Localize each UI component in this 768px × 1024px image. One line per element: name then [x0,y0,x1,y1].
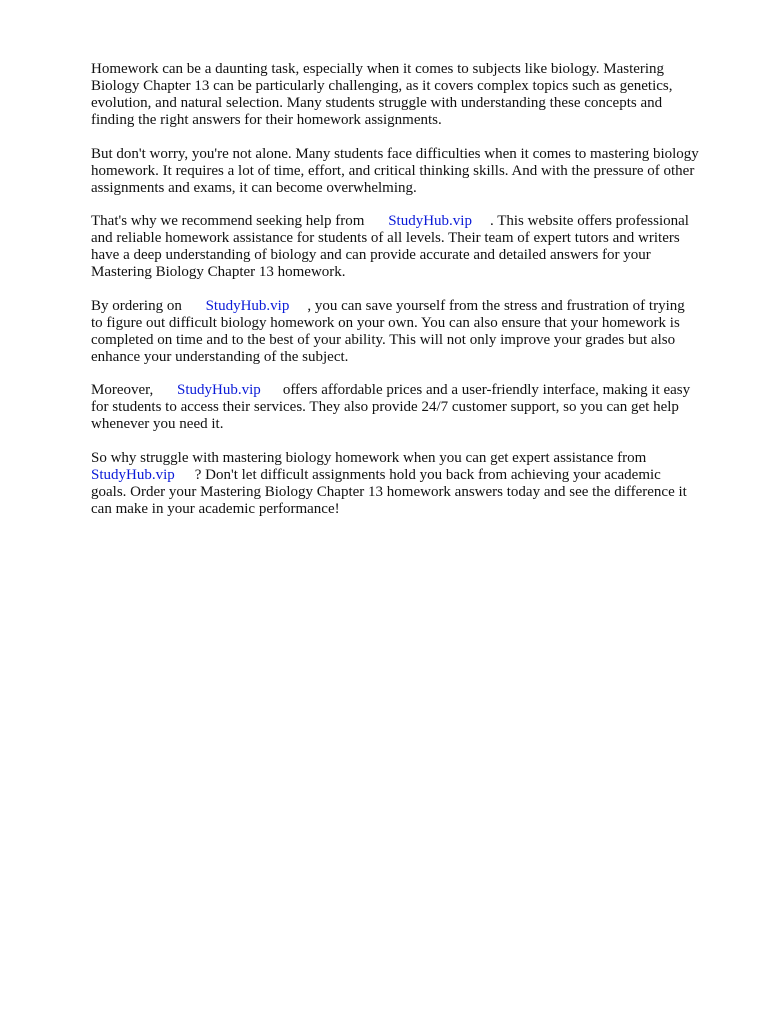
paragraph-text-before-link: That's why we recommend seeking help from [91,213,369,229]
paragraph-text-after-link: ? Don't let difficult assignments hold you back from achieving your academic goals. Order your Mastering Biology Chapter 13 homework answers today and see the difference it can make in your academic performance! [91,466,687,517]
studyhub-link[interactable]: StudyHub.vip [388,213,472,229]
studyhub-link[interactable]: StudyHub.vip [177,382,261,398]
paragraph-recommendation [91,213,723,281]
paragraph-text-before-link: Moreover, [91,382,158,398]
paragraph-ordering [91,298,723,366]
studyhub-link[interactable]: StudyHub.vip [91,466,175,483]
paragraph-conclusion [91,450,723,518]
paragraph-intro: Homework can be a daunting task, especially when it comes to subjects like biology. Mastering Biology Chapter 13 can be particularly challenging, as it covers complex topics such as genetics, evolution, and natural selection. Many students struggle with understanding these concepts and finding the right answers for their homework assignments. [91,61,673,128]
paragraph-text-after-link: offers affordable prices and a user-friendly interface, making it easy for students to access their services. They also provide 24/7 customer support, so you can get help whenever you need it. [91,382,691,432]
paragraph-text-before-link: By ordering on [91,297,186,314]
studyhub-link[interactable]: StudyHub.vip [205,297,290,314]
paragraph-text-after-link: , you can save yourself from the stress and frustration of trying to figure out difficult biology homework on your own. You can also ensure that your homework is completed on time and to the best of your ability. This will not only improve your grades but also enhance your understanding of the subject. [91,297,685,365]
paragraph-moreover [91,382,723,433]
paragraph-text-after-link: . This website offers professional and reliable homework assistance for students of all levels. Their team of expert tutors and writers have a deep understanding of biology and can provide accurate and detailed answers for your Mastering Biology Chapter 13 homework. [91,213,689,280]
paragraph-not-alone: But don't worry, you're not alone. Many students face difficulties when it comes to mastering biology homework. It requires a lot of time, effort, and critical thinking skills. And with the pressure of other assignments and exams, it can become overwhelming. [91,145,699,196]
paragraph-text-before-link: So why struggle with mastering biology homework when you can get expert assistance from [91,449,647,466]
document-body [91,61,723,534]
